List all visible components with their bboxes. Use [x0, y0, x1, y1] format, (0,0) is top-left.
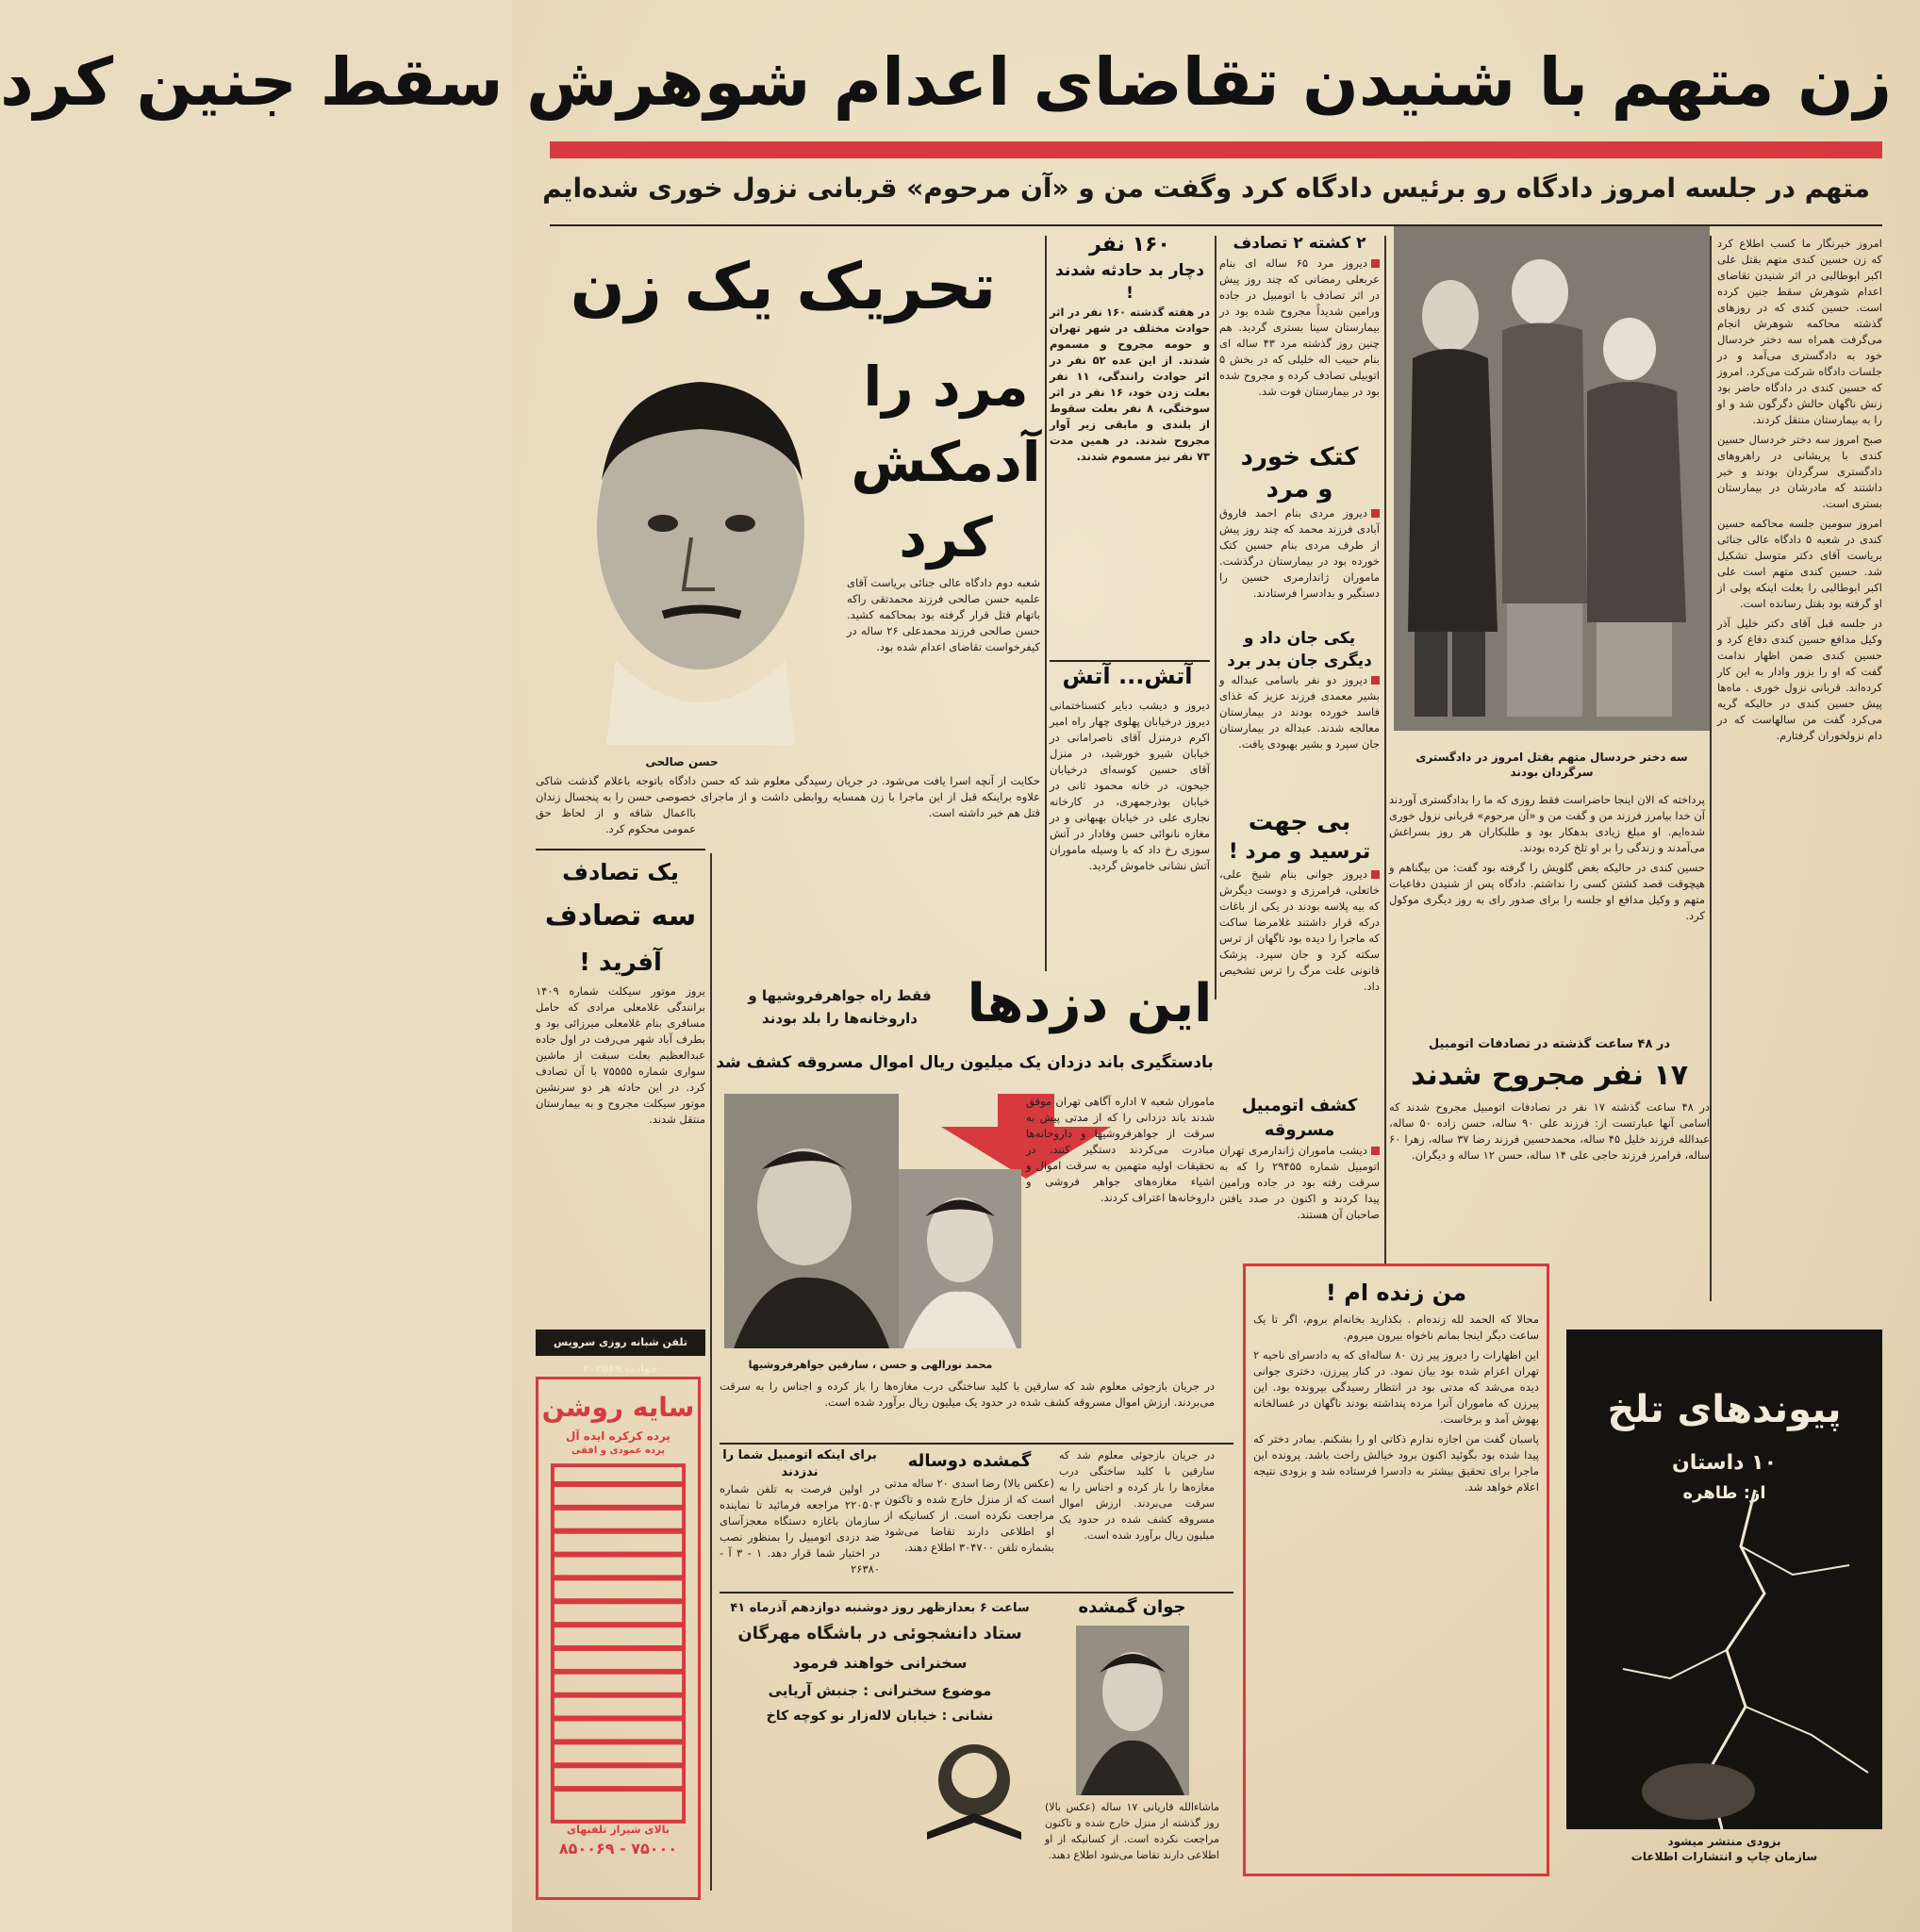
lost-two-body: (عکس بالا) رضا اسدی ۲۰ ساله مدتی است که از منزل خارج شده و تاکنون مراجعت نکرده است. از کسانیکه از او اطلاعی دارند تقاضا می‌شود بشماره تلفن ۳۰۴۷۰۰ اطلاع دهند.: [885, 1477, 1054, 1554]
accident-body: یروز موتور سیکلت شماره ۱۴۰۹ برانندگی غلامعلی مرادی که حامل مسافری بنام غلامعلی میرزائی بود و بطرف آباد شهر می‌رفت در اول جاده عبدالعظیم بعلت سبقت از ماشین سواری شماره ۷۵۵۵۵ با آن تصادف کرد. در این حادثه هر دو سرنشین موتور سیکلت مجروح و به بیمارستان منتقل شدند.: [536, 984, 705, 1126]
casualties-title-2: دچار بد حادثه شدند !: [1055, 261, 1204, 303]
speech-ad-line2: ستاد دانشجوئی در باشگاه مهرگان: [737, 1624, 1022, 1643]
thieves-body-p2: در جریان بازجوئی معلوم شد که سارقین با کلید ساختگی درب مغازه‌ها را باز کرده و اجناس را به سرقت می‌بردند. ارزش اموال مسروقه کشف شده در حدود یک میلیون ریال برآورد شده است.: [720, 1379, 1215, 1409]
aimless-title-2: ترسید و مرد !: [1228, 840, 1371, 864]
daughters-caption: [1394, 750, 1710, 787]
two-killed-body: [1219, 256, 1380, 435]
vertical-ad-address: بالای شیراز تلفنهای: [567, 1824, 670, 1836]
bullet-icon: [1371, 1147, 1380, 1155]
phone-strip: [536, 1329, 705, 1375]
vertical-ad-tag2: پرده عمودی و افقی: [571, 1445, 666, 1456]
lost-two-year-old: [885, 1447, 1054, 1589]
feature-portrait: [559, 349, 842, 745]
beaten-title-1: کتک خورد: [1240, 443, 1359, 471]
fire-body: دیروز و دیشب دبایر کتسناختمانی دیروز درخیابان پهلوی چهار راه امیر اکرم درمنزل آقای ناصرامانی در خیابان شیرو خورشید، در منزل آقای حسین کوسه‌ای درخیابان جیحون، در خانه محمود ثانی در خیابان بوذرجمهری، در کارخانه نجاری علی در خیابان بهبهانی و در مغازه نانوائی حسن وفادار در آتش سوزی رخ داد که با وسیله ماموران آتش نشانی خاموش گردید.: [1050, 699, 1210, 872]
car-notice: [720, 1447, 880, 1589]
vertical-ad-phone: ۷۵۰۰۰ - ۸۵۰۰۶۹: [558, 1840, 678, 1858]
daughters-photo-art: [1394, 226, 1710, 731]
beaten-text: دیروز مردی بنام احمد فاروق آبادی فرزند محمد که چند روز پیش از طرف مردی بنام حسین کتک خورده بود در بیمارستان درگذشت. ماموران ژاندارمری حسین را دستگیر و بدادسرا فرستادند.: [1219, 506, 1380, 600]
headline-red-rule: [550, 141, 1882, 158]
missing-youth: [1045, 1593, 1219, 1905]
daughters-center-p2: حسین کندی در حالیکه بغض گلویش را گرفته بود گفت: من بیگناهم و هیچوقت قصد کشتن کسی را نداشتم. دادگاه پس از شنیدن دفاعیات متهم و وکیل مدافع او جلسه را برای صدور رای به روز دیگری موکول کرد.: [1389, 861, 1705, 922]
book-ad-subtitle: ۱۰ داستان: [1671, 1451, 1777, 1475]
bullet-icon: [1371, 259, 1380, 268]
thieves-side-1: فقط راه جواهرفروشیها و: [748, 987, 932, 1004]
feature-title-3: آدمکش: [851, 430, 1041, 494]
accident-section: [536, 853, 705, 1325]
daughters-p3: امروز سومین جلسه محاکمه حسین کندی در شعبه ۵ دادگاه عالی جنائی بریاست آقای دکتر متوسل تشکیل شد. حسین کندی متهم است علی اکبر ابوطالبی را بعلت اینکه پولی از او گرفته بود بقتل رسانده است.: [1717, 517, 1882, 610]
casualties-section: [1050, 231, 1210, 660]
thieves-body-p1: ماموران شعبه ۷ اداره آگاهی تهران موفق شدند باند دزدانی را که از مدتی پیش به سرقت از جواهرفروشیها و داروخانه‌ها مبادرت می‌کردند دستگیر کنند. در تحقیقات اولیه متهمین به سرقت اموال و اشیاء مغازه‌های جواهر فروشی و داروخانه‌ها اعتراف کردند.: [1026, 1095, 1215, 1204]
am-i-alive-box: [1243, 1263, 1549, 1876]
missing-youth-body: ماشاءالله قاریانی ۱۷ ساله (عکس بالا) روز گذشته از منزل خارج شده و تاکنون مراجعت نکرده است. از کسانیکه از او اطلاعی دارند تقاضا می‌شود اطلاع دهند.: [1045, 1801, 1219, 1861]
thieves-deck: بادستگیری باند دزدان یک میلیون ریال اموال مسروقه کشف شد: [716, 1053, 1214, 1072]
one-died-body: [1219, 672, 1380, 790]
feature-body-2: [701, 773, 1040, 863]
col-divider: [1384, 236, 1386, 1263]
accident-kicker: یک تصادف: [562, 859, 679, 885]
feature-title-1: تحریک یک زن: [570, 250, 997, 324]
daughters-body-right: [1717, 236, 1882, 1311]
daughters-body-center: [1389, 792, 1705, 1042]
beaten-section: [1219, 441, 1380, 625]
portrait-art: [559, 349, 842, 745]
blinds-graphic: [538, 1464, 698, 1823]
page-headline: زن متهم با شنیدن تقاضای اعدام شوهرش سقط جنین کرد: [0, 43, 1892, 121]
beaten-title-2: و مرد: [1266, 475, 1333, 504]
am-i-alive-p2: این اظهارات را دیروز پیر زن ۸۰ ساله‌ای که به دادسرای ناحیه ۲ تهران اعزام شده بود بیان نمود. در کنار پیرزن، دختری جوانی دیده می‌شد که مدتی بود در انتظار رسیدگی بپرونده بود. این پیرزن که ماموران آنرا مرده پنداشته بودند ناگهان در غسالخانه بهوش آمد و برخاست.: [1253, 1348, 1539, 1426]
vertical-ad-tag1: پرده کرکره ایده آل: [566, 1429, 670, 1443]
forty-eight-title: ۱۷ نفر مجروح شدند: [1410, 1059, 1689, 1092]
vertical-ad[interactable]: [536, 1377, 701, 1900]
feature-body: [847, 575, 1040, 952]
car-found-text: دیشب ماموران ژاندارمری تهران اتومبیل شماره ۲۹۴۵۵ را که به سرقت رفته بود در جاده ورامین پیدا کردند و اکنون در صدد یافتن صاحبان آن هستند.: [1219, 1144, 1380, 1221]
missing-youth-art: [1076, 1626, 1189, 1795]
daughters-sidebar: در جلسه قبل آقای دکتر خلیل آذر وکیل مدافع حسین کندی دفاع کرد و حسین کندی ضمن اظهار ندامت گفت که او را بزور وادار به این کار کرده‌اند. قربانی نزول خوری . ماه‌ها پیش حسین کندی در حالیکه گریه می‌کرد گفت من سالهاست که در دام نزولخوران گرفتارم.: [1717, 617, 1882, 742]
daughters-caption-line1: سه دختر خردسال متهم بقتل امروز در دادگستری: [1415, 751, 1688, 764]
speech-ad-line3: سخنرانی خواهند فرمود: [792, 1654, 968, 1672]
am-i-alive-body: [1253, 1312, 1539, 1858]
missing-youth-photo: [1076, 1626, 1189, 1795]
feature-title-4: کرد: [899, 505, 993, 570]
page-subheadline: متهم در جلسه امروز دادگاه رو برئیس دادگاه کرد وگفت من و «آن مرحوم» قربانی نزول خوری شده‌ایم: [542, 173, 1870, 204]
aimless-body: [1219, 867, 1380, 1079]
feature-photo-caption: حسن صالحی: [645, 755, 719, 768]
car-found-section: [1219, 1094, 1380, 1254]
book-ad-author: از: طاهره: [1682, 1483, 1766, 1503]
daughters-photo: [1394, 226, 1710, 731]
thieves-title: این دزدها: [967, 973, 1213, 1034]
missing-youth-title: جوان گمشده: [1078, 1597, 1186, 1617]
thief-photo-left: [724, 1094, 899, 1348]
book-ad-title: پیوندهای تلخ: [1607, 1388, 1842, 1431]
speech-ad[interactable]: [720, 1598, 1040, 1891]
am-i-alive-title: من زنده ام !: [1325, 1280, 1467, 1306]
one-died-title: یکی جان داد و دیگری جان بدر برد: [1227, 629, 1372, 670]
casualties-body: در هفته گذشته ۱۶۰ نفر در اثر حوادث مختلف در شهر تهران و حومه مجروح و مسموم شدند. از این عده ۵۲ نفر در اثر حوادث رانندگی، ۱۱ نفر بعلت زدن خود، ۱۶ نفر در اثر سوختگی، ۸ نفر بعلت سقوط از بلندی و مابقی زیر آوار مجروح شدند. در همین مدت ۷۳ نفر نیز مسموم شدند.: [1050, 305, 1211, 463]
daughters-p1: امروز خبرنگار ما کسب اطلاع کرد که زن حسین کندی متهم بقتل علی اکبر ابوطالبی در اثر شنیدن تقاضای اعدام شوهرش سقط جنین کرده است. حسین کندی که در روزهای گذشته محاکمه شوهرش انجام می‌گرفت همراه سه دختر خردسال خود به دادگستری می‌آمد و در جلسات دادگاه شرکت می‌کرد. امروز که حسین کندی در دادگاه حاضر بود زنش ناگهان حالش دگرگون شد و او را به بیمارستان منتقل کردند.: [1717, 237, 1882, 426]
aimless-text: دیروز جوانی بنام شیخ علی، خاتعلی، فرامرزی و دوست دیگرش که بیه پلاسه بودند در یکی از باغات درکه قرار داشتند غلامرضا ساکت که ماجرا را دیده بود ناگهان از ترس سکته کرد و جان سپرد. پزشک قانونی علت مرگ را ترس تشخیص داد.: [1219, 867, 1380, 993]
book-ad-footer-line2: سازمان چاپ و انتشارات اطلاعات: [1630, 1850, 1818, 1863]
bullet-icon: [1371, 870, 1380, 879]
section-rule: [720, 1443, 1233, 1445]
col-divider: [1045, 236, 1047, 971]
daughters-caption-line2: سرگردان بودند: [1510, 766, 1594, 779]
forty-eight-hours-section: [1389, 1037, 1710, 1282]
thieves-extra: در جریان بازجوئی معلوم شد که سارقین با کلید ساختگی درب مغازه‌ها را باز کرده و اجناس را به سرقت می‌بردند. ارزش اموال مسروقه کشف شده در حدود یک میلیون ریال برآورد شده است.: [1059, 1449, 1215, 1542]
reader-emblem-icon: [918, 1738, 1031, 1841]
forty-eight-kicker: در ۴۸ ساعت گذشته در تصادفات اتومبیل: [1428, 1037, 1671, 1051]
one-died-section: [1219, 627, 1380, 797]
lost-two-title: گمشده دوساله: [907, 1451, 1032, 1471]
speech-ad-line5: نشانی : خیابان لاله‌زار نو کوچه کاخ: [766, 1709, 994, 1724]
am-i-alive-p1: محالا که الحمد لله زنده‌ام . بکذارید بخانه‌ام بروم، اگر تا یک ساعت دیگر اینجا بمانم ناخواه بیرون میروم.: [1253, 1313, 1539, 1342]
thief-left-art: [724, 1094, 899, 1348]
book-ad-footer-line1: بزودی منتشر میشود: [1667, 1835, 1781, 1848]
feature-body-p1: شعبه دوم دادگاه عالی جنائی بریاست آقای علمیه حسن صالحی فرزند محمدتقی راکه باتهام قتل قرار گرفته بود بمحاکمه کشید. حسن صالحی فرزند محمدعلی ۲۶ ساله در کیفرخواست تقاضای اعدام شده بود.: [847, 576, 1040, 653]
car-found-title-2: مسروقه: [1264, 1120, 1335, 1140]
car-found-body: [1219, 1143, 1380, 1247]
aimless-section: [1219, 806, 1380, 1089]
col-divider: [1710, 236, 1712, 1301]
feature-title-2: مرد را: [863, 355, 1029, 419]
am-i-alive-p3: پاسبان گفت من اجازه ندارم ذکاتی او را بشکنم. بمادر دختر که پیدا شده بود بگوئید اکنون برود خیالش راحت باشد. پرونده این ماجرا برای تحقیق بیشتر به دادسرا فرستاده شد و بزودی نتیجه اعلام خواهد شد.: [1253, 1432, 1539, 1494]
section-rule: [536, 849, 705, 850]
thieves-body-2: [720, 1379, 1215, 1445]
forty-eight-body: در ۴۸ ساعت گذشته ۱۷ نفر در تصادفات اتومبیل مجروح شدند که اسامی آنها عبارتست از: فرزند علی ۹۰ ساله، حسن زاده ۵۰ ساله، عبدالله فرزند خلیل ۴۵ ساله، محمدحسین فرزند رضا ۳۷ ساله، زهرا ۶۰ ساله، فرامرز فرزند حاجی علی ۱۴ ساله، حسن ۱۲ ساله و دیگران.: [1389, 1100, 1710, 1162]
crack-graphic: [1566, 1490, 1882, 1829]
fire-title: آتش... آتش: [1062, 663, 1193, 689]
phone-strip-text: تلفن شبانه روزی سرویس حوادث ۲۰۲۵۶۹: [554, 1336, 687, 1375]
car-notice-body: در اولین فرصت به تلفن شماره ۲۲۰۵۰۳ مراجعه فرمائید تا نماینده سازمان باغازه دستگاه معجزآسای ضد دزدی اتومبیل را بمنظور نصب در اختیار شما قرار دهد. ۱ - ۳ آ - ۲۶۳۸۰: [720, 1482, 881, 1576]
feature-body-p2: حکایت از آنچه اسرا یافت می‌شود. در جریان رسیدگی معلوم شد که حسن علاوه براینکه قبل از این ماجرا با زن همسایه روابطی داشت و از ماجرای قتل هم خبر داشته است.: [701, 774, 1040, 819]
thief-photo-right: [899, 1169, 1021, 1348]
thieves-body-3: [1059, 1447, 1215, 1589]
thieves-side-2: داروخانه‌ها را بلد بودند: [762, 1010, 918, 1027]
accident-exclaim: آفرید !: [579, 949, 662, 977]
two-killed-text: دیروز مرد ۶۵ ساله ای بنام عربعلی رمضانی که چند روز پیش در اثر تصادف با اتومبیل در جاده ورامین شدیداً مجروح شده بود در بیمارستان سینا بستری گردید. هم چنین روز گذشته مرد ۴۳ ساله ای بنام حبیب اله خلیلی که در بخش ۵ اتوبیلی تصادف کرده و مجروح شده بود در بیمارستان فوت شد.: [1219, 256, 1380, 398]
speech-ad-line1: ساعت ۶ بعدازظهر روز دوشنبه دوازدهم آذرماه ۴۱: [730, 1601, 1030, 1615]
two-killed-section: [1219, 231, 1380, 438]
book-ad[interactable]: [1566, 1329, 1882, 1829]
feature-body-p3: دادگاه باتوجه باعلام گذشت شاکی خصوصی حسن را به پنجسال زندان بااعمال شاقه و از لحاظ حق عمومی محکوم کرد.: [536, 774, 696, 835]
car-notice-title: برای اینکه اتومبیل شما را ندزدند: [722, 1448, 877, 1479]
daughters-p2: صبح امروز سه دختر خردسال حسین کندی با پریشانی در راهروهای دادگستری سرگردان بودند و خبر داشتند که مادرشان در بیمارستان بستری است.: [1717, 433, 1882, 510]
thief-right-art: [899, 1169, 1021, 1348]
thieves-photo-caption: محمد نورالهی و حسن ، سارقین جواهرفروشیها: [748, 1359, 993, 1371]
car-found-title-1: کشف اتومبیل: [1241, 1096, 1358, 1115]
book-ad-footer: [1566, 1834, 1882, 1881]
casualties-title-1: ۱۶۰ نفر: [1089, 233, 1170, 256]
daughters-center-p1: پرداخته که الان اینجا حاضراست فقط روزی که ما را بدادگستری آوردند آن خدا بیامرز فرزند من و گفت من و «آن مرحوم» قربانی نزول خوری شده‌ایم. او مبلغ زیادی بدهکار بود و طلبکاران هر روز بسراغش می‌آمدند و زندگی را بر او تلخ کرده بودند.: [1388, 793, 1705, 854]
one-died-text: دیروز دو نفر باسامی عبداله و بشیر معمدی فرزند عزیز که غذای فاسد خورده بودند در بیمارستان معالجه شدند. عبداله در بیمارستان جان سپرد و بشیر بهبودی یافت.: [1219, 673, 1380, 751]
beaten-body: [1219, 505, 1380, 619]
accident-title: سه تصادف: [544, 900, 697, 933]
bullet-icon: [1371, 676, 1380, 685]
vertical-ad-brand: سایه روشن: [541, 1392, 695, 1423]
col-divider: [710, 853, 712, 1891]
col-divider: [1215, 236, 1217, 999]
bullet-icon: [1371, 509, 1380, 518]
aimless-title-1: بی جهت: [1248, 808, 1351, 836]
speech-ad-line4: موضوع سخنرانی : جنبش آریایی: [768, 1682, 992, 1699]
two-killed-title: ۲ کشته ۲ تصادف: [1233, 234, 1366, 253]
